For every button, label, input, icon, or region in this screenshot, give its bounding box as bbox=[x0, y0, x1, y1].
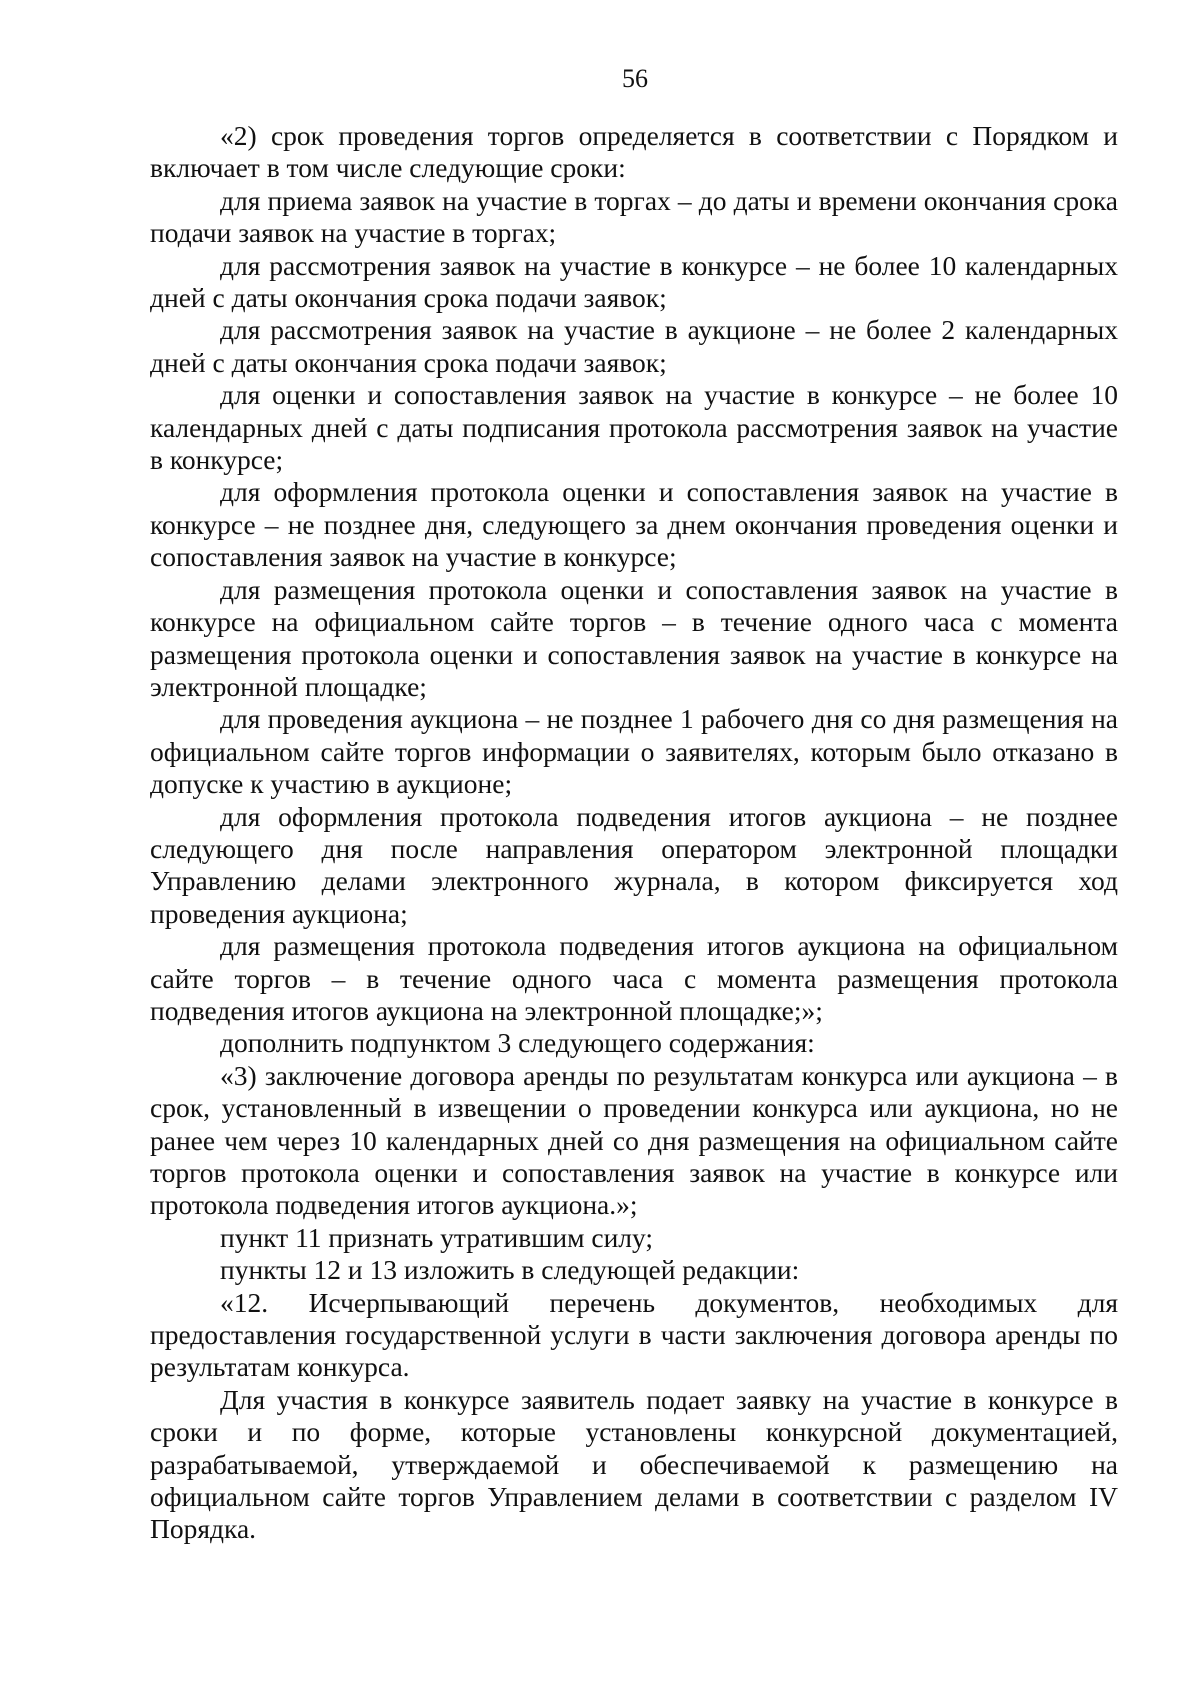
paragraph-evaluation: для оценки и сопоставления заявок на участие в конкурсе – не более 10 календарных дней с даты подписания протокола рассмотрения заявок на участие в конкурсе; bbox=[150, 379, 1118, 476]
paragraph-items-12-13: пункты 12 и 13 изложить в следующей редакции: bbox=[220, 1254, 800, 1286]
paragraph-competition-review: для рассмотрения заявок на участие в конкурсе – не более 10 календарных дней с даты окончания срока подачи заявок; bbox=[150, 249, 1118, 314]
paragraph-lease-agreement: «3) заключение договора аренды по результатам конкурса или аукциона – в срок, установленный в извещении о проведении конкурса или аукциона, но не ранее чем через 10 календарных дней со дня размещения на официальном сайте торгов протокола оценки и сопоставления заявок на участие в конкурсе или протокола подведения итогов аукциона.»; bbox=[150, 1059, 1118, 1221]
paragraph-add-subitem: дополнить подпунктом 3 следующего содержания: bbox=[220, 1027, 815, 1059]
paragraph-auction-protocol: для оформления протокола подведения итогов аукциона – не позднее следующего дня после направления оператором электронной площадки Управлению делами электронного журнала, в котором фиксируется ход проведения аукциона; bbox=[150, 800, 1118, 929]
paragraph-term-of-tenders: «2) срок проведения торгов определяется в соответствии с Порядком и включает в том числе следующие сроки: bbox=[150, 120, 1118, 184]
paragraph-participation: Для участия в конкурсе заявитель подает заявку на участие в конкурсе в сроки и по форме, которые установлены конкурсной документацией, разрабатываемой, утверждаемой и обеспечиваемой к размещению на официальном сайте торгов Управлением делами в соответствии с разделом IV Порядка. bbox=[150, 1383, 1118, 1545]
paragraph-protocol-publication: для размещения протокола оценки и сопоставления заявок на участие в конкурсе на официальном сайте торгов – в течение одного часа с момента размещения протокола оценки и сопоставления заявок на участие в конкурсе на электронной площадке; bbox=[150, 573, 1118, 702]
paragraph-auction-protocol-publication: для размещения протокола подведения итогов аукциона на официальном сайте торгов – в течение одного часа с момента размещения протокола подведения итогов аукциона на электронной площадке;»; bbox=[150, 930, 1118, 1026]
paragraph-application-acceptance: для приема заявок на участие в торгах – до даты и времени окончания срока подачи заявок на участие в торгах; bbox=[150, 184, 1118, 249]
document-body bbox=[150, 120, 1118, 1546]
paragraph-evaluation-protocol: для оформления протокола оценки и сопоставления заявок на участие в конкурсе – не позднее дня, следующего за днем окончания проведения оценки и сопоставления заявок на участие в конкурсе; bbox=[150, 476, 1118, 573]
paragraph-item-12: «12. Исчерпывающий перечень документов, необходимых для предоставления государственной услуги в части заключения договора аренды по результатам конкурса. bbox=[150, 1286, 1118, 1383]
paragraph-item-11-void: пункт 11 признать утратившим силу; bbox=[220, 1221, 654, 1253]
paragraph-auction-review: для рассмотрения заявок на участие в аукционе – не более 2 календарных дней с даты окончания срока подачи заявок; bbox=[150, 314, 1118, 378]
page-number: 56 bbox=[622, 64, 648, 93]
paragraph-auction-holding: для проведения аукциона – не позднее 1 рабочего дня со дня размещения на официальном сайте торгов информации о заявителях, которым было отказано в допуске к участию в аукционе; bbox=[150, 703, 1118, 800]
